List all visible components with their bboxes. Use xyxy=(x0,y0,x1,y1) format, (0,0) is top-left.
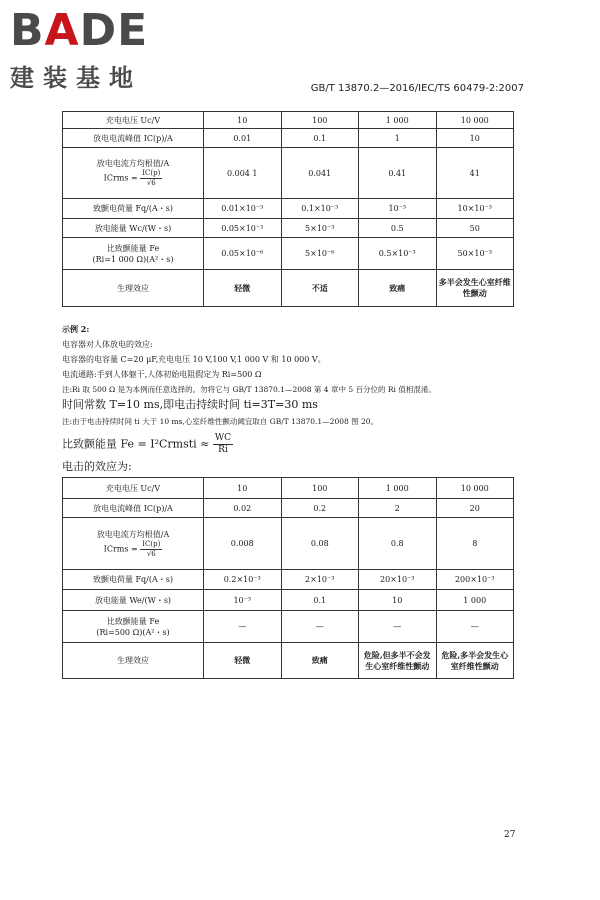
formula-numerator: WC xyxy=(214,433,232,443)
brand-subtitle: 建装基地 xyxy=(10,64,142,92)
formula-denominator: √6 xyxy=(146,179,156,187)
brand-logo xyxy=(10,5,149,56)
table-cell: 10 000 xyxy=(436,478,514,499)
rms-formula xyxy=(65,169,201,188)
formula-denominator: √6 xyxy=(146,549,156,558)
table-cell: 致痛 xyxy=(359,270,437,307)
table-row xyxy=(63,219,514,238)
table-cell: 10 xyxy=(436,129,514,148)
table-row xyxy=(63,643,514,679)
row-label xyxy=(63,148,204,199)
table-cell: 5×10⁻³ xyxy=(281,219,359,238)
row-label: 放电电流峰值 IC(p)/A xyxy=(63,129,204,148)
table-row xyxy=(63,478,514,499)
row-label: 致颤电荷量 Fq/(A・s) xyxy=(63,199,204,219)
table-cell: 0.8 xyxy=(359,518,437,570)
table-cell: 危险,但多半不会发生心室纤维性颤动 xyxy=(359,643,437,679)
table-cell: 1 xyxy=(359,129,437,148)
table-cell: 0.5×10⁻³ xyxy=(359,238,437,270)
example-line: 时间常数 T=10 ms,即电击持续时间 ti=3T=30 ms xyxy=(62,398,318,411)
table-cell: 不适 xyxy=(281,270,359,307)
table-cell: 轻微 xyxy=(204,643,282,679)
example-note: 注:由于电击持续时间 ti 大于 10 ms,心室纤维性颤动阈宜取自 GB/T 13870.1—2008 图 20。 xyxy=(62,417,379,426)
table-cell: 1 000 xyxy=(359,478,437,499)
table-row xyxy=(63,499,514,518)
table-cell: — xyxy=(359,611,437,643)
table-cell: — xyxy=(281,611,359,643)
table-cell: 10 xyxy=(359,590,437,611)
example-line: 电流通路:手到人体躯干,人体初始电阻假定为 Ri=500 Ω xyxy=(62,370,262,379)
results-table-1 xyxy=(62,111,514,307)
example-line: 电容器对人体放电的效应: xyxy=(62,340,153,349)
table-cell: 10 000 xyxy=(436,112,514,129)
table-cell: 1 000 xyxy=(359,112,437,129)
table-cell: 10 xyxy=(204,112,282,129)
row-label: 充电电压 Uc/V xyxy=(63,112,204,129)
table-cell: 0.5 xyxy=(359,219,437,238)
formula-denominator: Ri xyxy=(218,445,228,455)
table-cell: 41 xyxy=(436,148,514,199)
table-row xyxy=(63,199,514,219)
table-cell: 10⁻³ xyxy=(204,590,282,611)
page-number: 27 xyxy=(504,830,516,840)
table-cell: 0.004 1 xyxy=(204,148,282,199)
table-cell: — xyxy=(436,611,514,643)
row-label: 生理效应 xyxy=(63,643,204,679)
table-row xyxy=(63,112,514,129)
table-row xyxy=(63,570,514,590)
row-label-subtext: (Ri=500 Ω)(A²・s) xyxy=(96,627,170,637)
table-cell: 0.05×10⁻⁶ xyxy=(204,238,282,270)
table-row xyxy=(63,590,514,611)
table-cell: 100 xyxy=(281,112,359,129)
row-label-text: 比致颤能量 Fe xyxy=(106,616,160,626)
row-label-text: 放电电流方均根值/A xyxy=(96,529,170,539)
row-label-subtext: (Ri=1 000 Ω)(A²・s) xyxy=(92,254,174,264)
table-cell: 0.1 xyxy=(281,129,359,148)
row-label: 充电电压 Uc/V xyxy=(63,478,204,499)
formula-lhs: 比致颤能量 Fe = I²Crmsti ≈ xyxy=(62,437,210,451)
table-cell: 10⁻³ xyxy=(359,199,437,219)
table-cell: 轻微 xyxy=(204,270,282,307)
row-label: 放电电流峰值 IC(p)/A xyxy=(63,499,204,518)
logo-text-rest: DE xyxy=(79,5,149,56)
table-row xyxy=(63,238,514,270)
table-row xyxy=(63,611,514,643)
table-cell: 0.41 xyxy=(359,148,437,199)
formula-lhs: ICrms = xyxy=(103,173,138,183)
table-cell: 0.1 xyxy=(281,590,359,611)
row-label-text: 放电电流方均根值/A xyxy=(96,159,170,168)
example-note: 注:Ri 取 500 Ω 是为本例而任意选择的。勿将它与 GB/T 13870.1—2008 第 4 章中 5 百分位的 Ri 值相混淆。 xyxy=(62,385,436,394)
table-row xyxy=(63,129,514,148)
table-cell: 5×10⁻⁶ xyxy=(281,238,359,270)
row-label: 放电能量 We/(W・s) xyxy=(63,590,204,611)
table-cell: 2 xyxy=(359,499,437,518)
table-cell: 0.05×10⁻³ xyxy=(204,219,282,238)
results-table-2 xyxy=(62,477,514,679)
table-cell: 200×10⁻³ xyxy=(436,570,514,590)
rms-formula xyxy=(65,540,201,559)
table-cell: 致痛 xyxy=(281,643,359,679)
table-cell: 0.2×10⁻³ xyxy=(204,570,282,590)
logo-text: B xyxy=(10,5,45,56)
fibrillation-energy-formula xyxy=(62,433,233,456)
table-cell: 多半会发生心室纤维性颤动 xyxy=(436,270,514,307)
row-label xyxy=(63,611,204,643)
row-label xyxy=(63,518,204,570)
standard-number: GB/T 13870.2—2016/IEC/TS 60479-2:2007 xyxy=(310,83,524,94)
table-cell: 50×10⁻³ xyxy=(436,238,514,270)
logo-accent-letter: A xyxy=(44,5,80,56)
row-label xyxy=(63,238,204,270)
formula-numerator: IC(p) xyxy=(142,539,161,548)
table-cell: 20 xyxy=(436,499,514,518)
table-row xyxy=(63,270,514,307)
example-line: 电击的效应为: xyxy=(62,460,132,473)
table-row xyxy=(63,148,514,199)
example-line: 电容器的电容量 C=20 μF,充电电压 10 V,100 V,1 000 V 和 10 000 V。 xyxy=(62,355,326,364)
table-cell: 0.041 xyxy=(281,148,359,199)
row-label: 致颤电荷量 Fq/(A・s) xyxy=(63,570,204,590)
table-cell: 0.2 xyxy=(281,499,359,518)
table-cell: 0.08 xyxy=(281,518,359,570)
table-cell: — xyxy=(204,611,282,643)
table-cell: 20×10⁻³ xyxy=(359,570,437,590)
table-cell: 8 xyxy=(436,518,514,570)
table-row xyxy=(63,518,514,570)
table-cell: 0.1×10⁻³ xyxy=(281,199,359,219)
table-cell: 10×10⁻³ xyxy=(436,199,514,219)
table-cell: 50 xyxy=(436,219,514,238)
row-label: 生理效应 xyxy=(63,270,204,307)
table-cell: 0.01 xyxy=(204,129,282,148)
formula-lhs: ICrms = xyxy=(103,544,138,553)
row-label-text: 比致颤能量 Fe xyxy=(106,243,160,253)
example-title: 示例 2: xyxy=(62,324,90,334)
formula-numerator: IC(p) xyxy=(142,169,161,177)
table-cell: 0.02 xyxy=(204,499,282,518)
table-cell: 1 000 xyxy=(436,590,514,611)
table-cell: 10 xyxy=(204,478,282,499)
table-cell: 100 xyxy=(281,478,359,499)
table-cell: 0.008 xyxy=(204,518,282,570)
table-cell: 0.01×10⁻³ xyxy=(204,199,282,219)
table-cell: 2×10⁻³ xyxy=(281,570,359,590)
row-label: 放电能量 Wc/(W・s) xyxy=(63,219,204,238)
table-cell: 危险,多半会发生心室纤维性颤动 xyxy=(436,643,514,679)
